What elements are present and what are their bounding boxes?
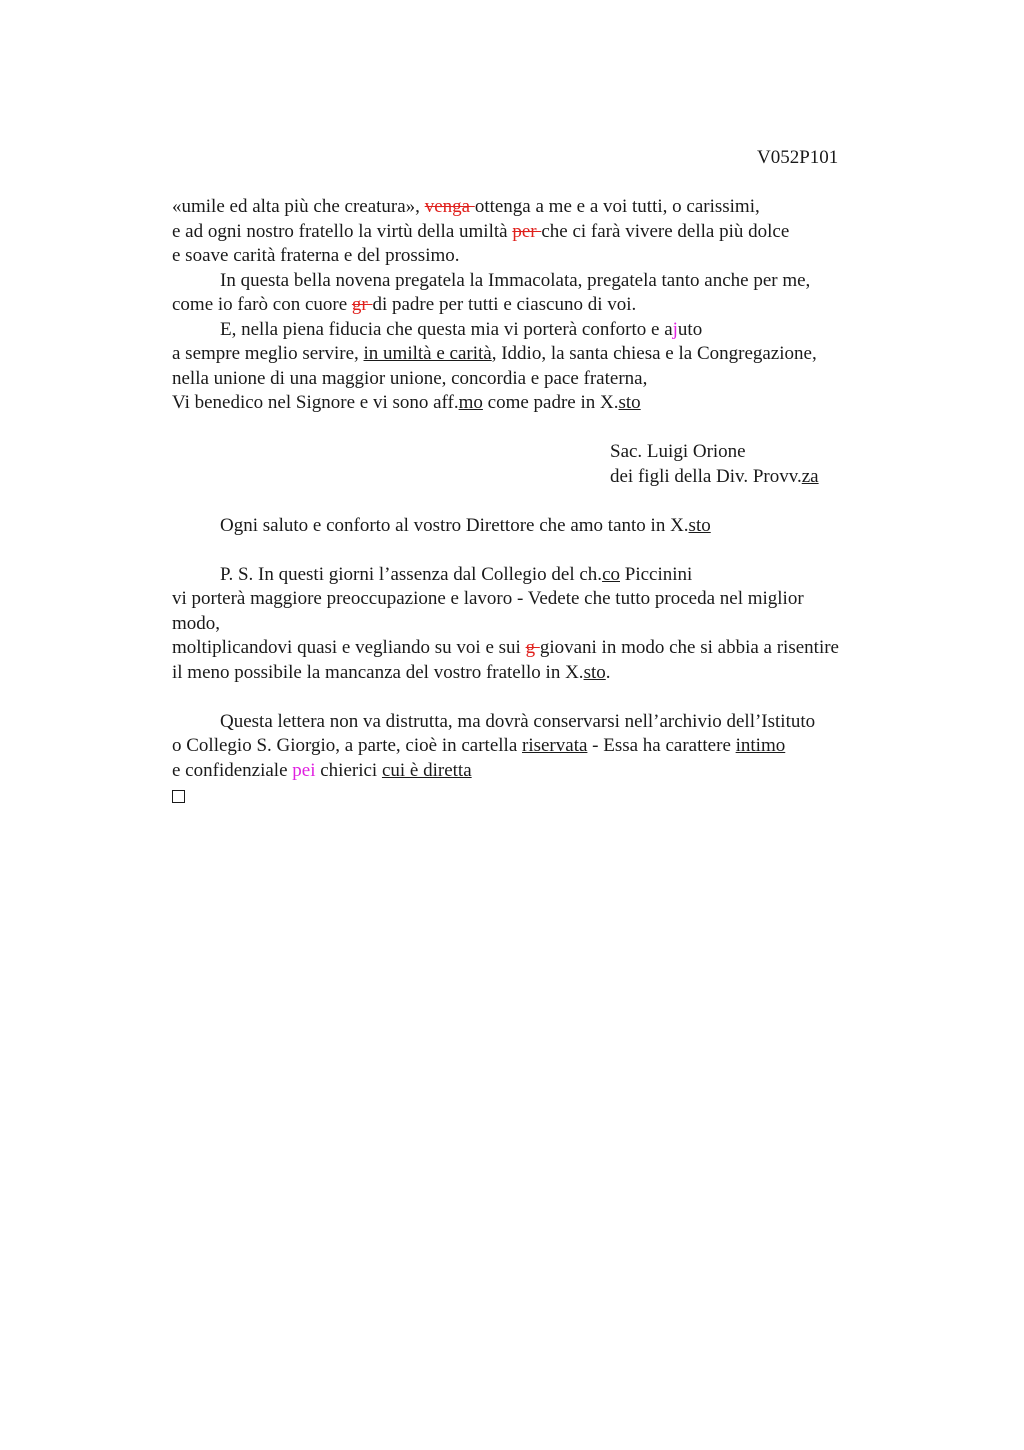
letter-line-7 [172, 342, 912, 367]
blank-line [172, 685, 912, 710]
underlined-word: intimo [735, 735, 786, 756]
letter-line-2 [172, 220, 912, 245]
postscript-line-3: modo, [172, 612, 221, 634]
postscript-line-1 [172, 563, 912, 588]
deleted-letter: g [525, 637, 540, 658]
underlined-abbreviation: sto [688, 514, 711, 536]
deleted-word: gr [351, 294, 373, 315]
letter-line-8: nella unione di una maggior unione, concordia e pace fraterna, [172, 367, 648, 389]
text-segment: P. S. In questi giorni l’assenza dal Collegio del ch. [220, 563, 603, 585]
letter-body [172, 195, 912, 808]
underlined-abbreviation: mo [458, 392, 483, 413]
underlined-abbreviation: co [602, 563, 620, 585]
text-segment: di padre per tutti e ciascuno di voi. [372, 294, 637, 315]
underlined-word: riservata [522, 735, 588, 756]
postscript-line-4 [172, 636, 912, 661]
deleted-word: per [512, 220, 542, 242]
letter-line-6 [172, 318, 912, 343]
text-segment: - Essa ha carattere [587, 735, 736, 756]
text-segment: come padre in X. [482, 392, 619, 413]
inserted-word: pei [292, 759, 316, 781]
inserted-letter: j [672, 318, 678, 340]
greeting-line [172, 514, 912, 539]
signature-title [172, 465, 912, 490]
letter-line-5 [172, 293, 912, 318]
page-reference-id: V052P101 [757, 147, 839, 168]
letter-line-4: In questa bella novena pregatela la Immacolata, pregatela tanto anche per me, [220, 269, 811, 291]
note-line-1: Questa lettera non va distrutta, ma dovrà conservarsi nell’archivio dell’Istituto [220, 710, 816, 732]
blank-line [172, 489, 912, 514]
text-segment: giovani in modo che si abbia a risentire [539, 637, 839, 658]
text-segment: Piccinini [620, 563, 693, 585]
text-segment: come io farò con cuore [172, 294, 352, 315]
underlined-phrase: in umiltà e carità [363, 343, 492, 364]
square-end-marker-icon [172, 790, 185, 803]
text-segment: a sempre meglio servire, [172, 343, 364, 364]
underlined-abbreviation: sto [583, 661, 606, 683]
text-segment: che ci farà vivere della più dolce [541, 220, 790, 242]
letter-line-1 [172, 195, 912, 220]
text-segment: , Iddio, la santa chiesa e la Congregazione, [491, 343, 817, 364]
text-segment: . [605, 661, 611, 683]
blank-line [172, 416, 912, 441]
deleted-word: venga [424, 196, 475, 217]
text-segment: e confidenziale [172, 759, 293, 781]
letter-line-3: e soave carità fraterna e del prossimo. [172, 245, 460, 266]
text-segment: il meno possibile la mancanza del vostro fratello in X. [172, 661, 584, 683]
signature-name: Sac. Luigi Orione [610, 441, 746, 462]
letter-line-9 [172, 391, 912, 416]
text-segment: E, nella piena fiducia che questa mia vi porterà conforto e a [220, 318, 673, 340]
underlined-phrase: cui è diretta [381, 759, 472, 781]
text-segment: uto [677, 318, 703, 340]
text-segment: Ogni saluto e conforto al vostro Direttore che amo tanto in X. [220, 514, 689, 536]
underlined-abbreviation: za [801, 465, 819, 487]
text-segment: dei figli della Div. Provv. [610, 465, 802, 487]
postscript-line-2: vi porterà maggiore preoccupazione e lavoro - Vedete che tutto proceda nel miglior [172, 588, 804, 609]
text-segment: ottenga a me e a voi tutti, o carissimi, [474, 196, 760, 217]
text-segment: e ad ogni nostro fratello la virtù della umiltà [172, 220, 513, 242]
text-segment: Vi benedico nel Signore e vi sono aff. [172, 392, 459, 413]
blank-line [172, 538, 912, 563]
end-marker-line [172, 783, 912, 808]
text-segment: chierici [315, 759, 382, 781]
underlined-abbreviation: sto [618, 392, 641, 413]
postscript-line-5 [172, 661, 912, 686]
note-line-2 [172, 734, 912, 759]
text-segment: moltiplicandovi quasi e vegliando su voi e sui [172, 637, 526, 658]
text-segment: «umile ed alta più che creatura», [172, 196, 425, 217]
note-line-3 [172, 759, 912, 784]
text-segment: o Collegio S. Giorgio, a parte, cioè in cartella [172, 735, 522, 756]
